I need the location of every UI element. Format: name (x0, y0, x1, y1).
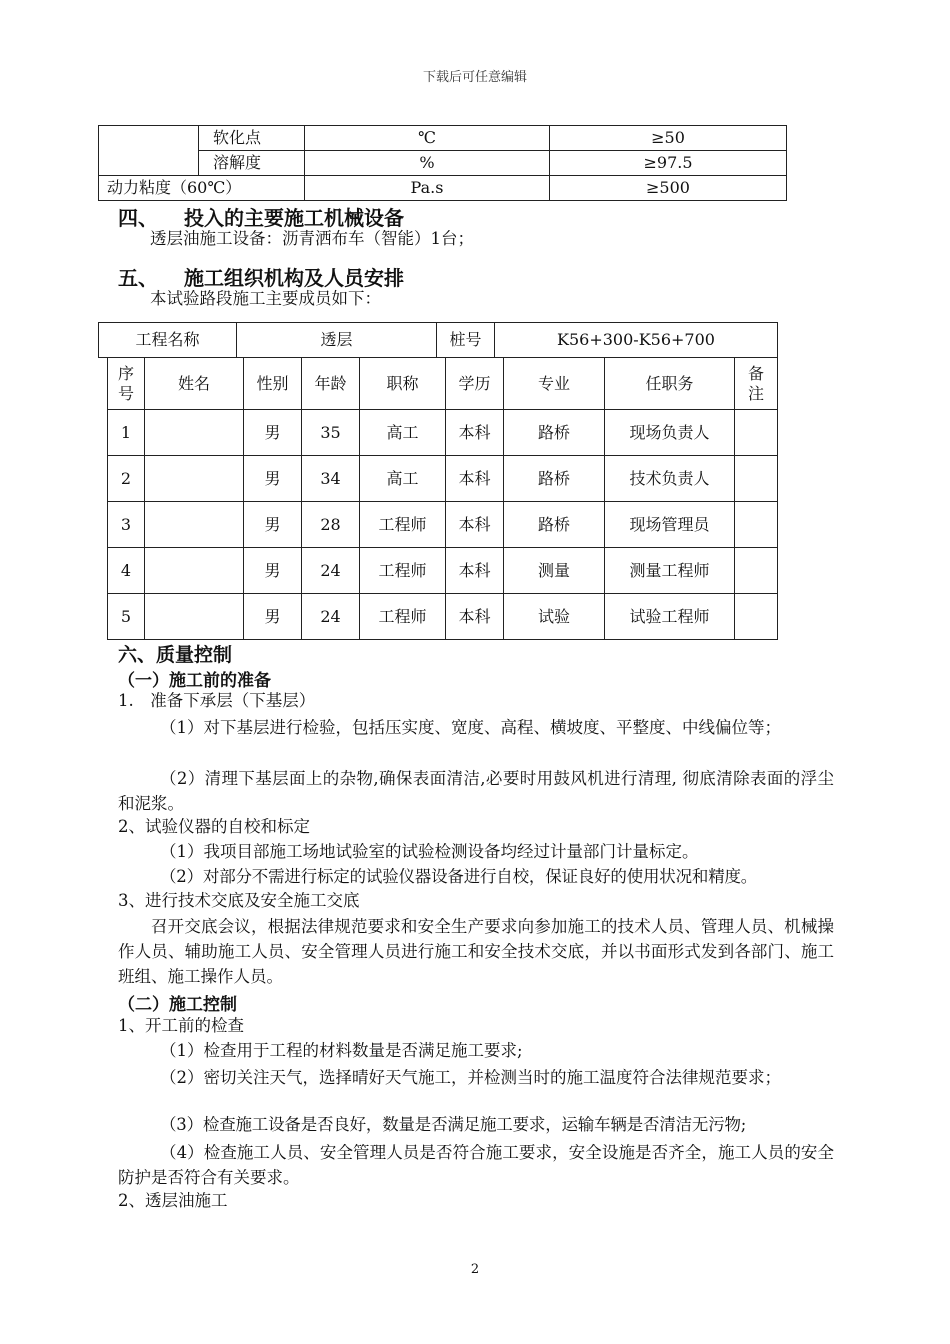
stake-label: 桩号 (437, 323, 495, 358)
column-header-education: 学历 (446, 358, 504, 410)
stake-value: K56+300-K56+700 (495, 323, 778, 358)
table-row: 5 男 24 工程师 本科 试验 试验工程师 (108, 594, 778, 640)
item-3-heading: 3、进行技术交底及安全施工交底 (118, 891, 360, 910)
subsection-2-heading: （二）施工控制 (118, 995, 237, 1015)
section-5-number: 五、 (118, 266, 158, 290)
item-3-paragraph-1: 召开交底会议，根据法律规范要求和安全生产要求向参加施工的技术人员、管理人员、机械操作人员、辅助施工人员、安全管理人员进行施工和安全技术交底，并以书面形式发到各部门、施工班组、施工操作人员。 (118, 917, 834, 986)
table-row: 1 男 35 高工 本科 路桥 现场负责人 (108, 410, 778, 456)
spec-unit: ℃ (305, 126, 550, 151)
project-info-table (98, 322, 778, 358)
item-5-heading: 2、透层油施工 (118, 1191, 228, 1210)
section-4-title: 投入的主要施工机械设备 (184, 206, 404, 230)
spec-value: ≥97.5 (550, 151, 787, 176)
item-4-paragraph-1: （1）检查用于工程的材料数量是否满足施工要求; (160, 1041, 523, 1060)
column-header-gender: 性别 (244, 358, 302, 410)
column-header-remark: 备 注 (735, 358, 778, 410)
header-note: 下载后可任意编辑 (422, 70, 527, 85)
spec-name: 溶解度 (199, 151, 305, 176)
table-row (99, 126, 787, 151)
item-4-paragraph-4: （4）检查施工人员、安全管理人员是否符合施工要求，安全设施是否齐全，施工人员的安全防护是否符合有关要求。 (118, 1143, 834, 1187)
section-4-heading (118, 202, 404, 231)
section-4-number: 四、 (118, 206, 158, 230)
spec-table (98, 125, 787, 201)
spec-name: 软化点 (199, 126, 305, 151)
table-row: 3 男 28 工程师 本科 路桥 现场管理员 (108, 502, 778, 548)
staff-table (107, 357, 778, 640)
item-2-paragraph-2: （2）对部分不需进行标定的试验仪器设备进行自校，保证良好的使用状况和精度。 (160, 867, 758, 886)
section-6-heading: 六、质量控制 (118, 644, 233, 666)
section-5-title: 施工组织机构及人员安排 (184, 266, 404, 290)
item-2-paragraph-1: （1）我项目部施工场地试验室的试验检测设备均经过计量部门计量标定。 (160, 842, 699, 861)
subsection-1-heading: （一）施工前的准备 (118, 671, 271, 691)
table-row (99, 151, 787, 176)
column-header-seq: 序 号 (108, 358, 145, 410)
table-row (99, 176, 787, 201)
section-5-text: 本试验路段施工主要成员如下： (150, 289, 381, 308)
column-header-name: 姓名 (145, 358, 244, 410)
item-1-paragraph-2: （2）清理下基层面上的杂物,确保表面清洁,必要时用鼓风机进行清理, 彻底清除表面的浮尘和泥浆。 (118, 769, 834, 813)
table-header-row (108, 358, 778, 410)
project-name-value: 透层 (237, 323, 437, 358)
page-number: 2 (470, 1262, 480, 1277)
table-row (99, 323, 778, 358)
item-1-heading: 1. 准备下承层（下基层） (118, 691, 316, 710)
column-header-title: 职称 (360, 358, 446, 410)
spec-name: 动力粘度（60℃） (99, 176, 305, 201)
spec-unit: % (305, 151, 550, 176)
spec-unit: Pa.s (305, 176, 550, 201)
column-header-major: 专业 (504, 358, 605, 410)
item-4-paragraph-2: （2）密切关注天气，选择晴好天气施工，并检测当时的施工温度符合法律规范要求； (160, 1068, 781, 1087)
spec-value: ≥50 (550, 126, 787, 151)
section-5-heading (118, 262, 404, 291)
item-4-heading: 1、开工前的检查 (118, 1016, 244, 1035)
table-row: 2 男 34 高工 本科 路桥 技术负责人 (108, 456, 778, 502)
table-row: 4 男 24 工程师 本科 测量 测量工程师 (108, 548, 778, 594)
item-4-paragraph-3: （3）检查施工设备是否良好，数量是否满足施工要求，运输车辆是否清洁无污物; (160, 1115, 747, 1134)
item-2-heading: 2、试验仪器的自校和标定 (118, 817, 310, 836)
section-4-text: 透层油施工设备：沥青洒布车（智能）1台； (150, 229, 474, 248)
spec-value: ≥500 (550, 176, 787, 201)
column-header-role: 任职务 (605, 358, 735, 410)
project-name-label: 工程名称 (99, 323, 237, 358)
column-header-age: 年龄 (302, 358, 360, 410)
item-1-paragraph-1: （1）对下基层进行检验，包括压实度、宽度、高程、横坡度、平整度、中线偏位等； (160, 718, 781, 737)
